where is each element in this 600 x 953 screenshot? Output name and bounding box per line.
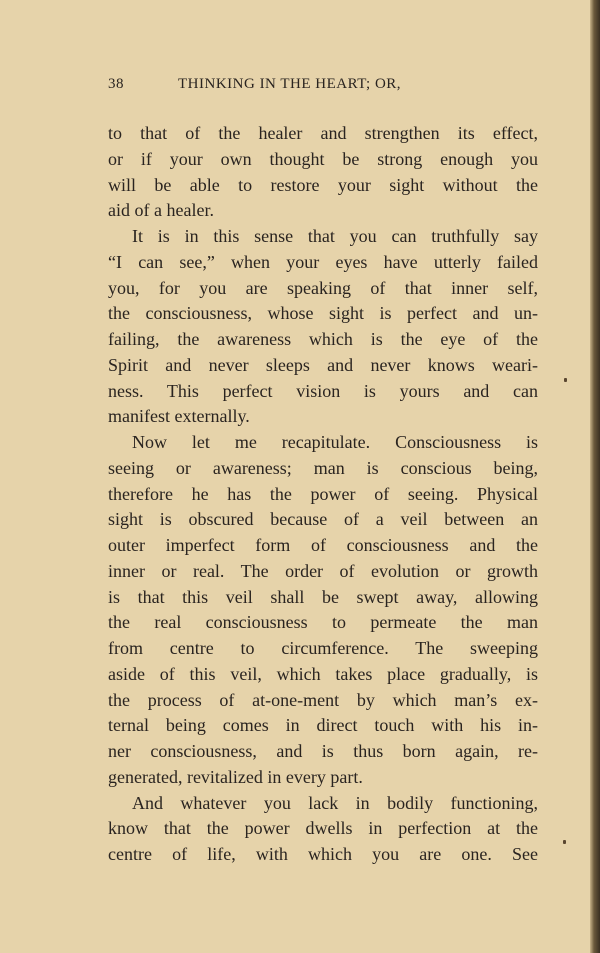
text-line xyxy=(108,585,538,611)
text-line-content: ness. This perfect vision is yours and can xyxy=(108,380,538,401)
text-line-content: you, for you are speaking of that inner self, xyxy=(108,277,538,298)
text-line xyxy=(108,791,538,817)
text-line-content: or if your own thought be strong enough you xyxy=(108,148,538,169)
text-line xyxy=(108,482,538,508)
text-line xyxy=(108,301,538,327)
text-line xyxy=(108,379,538,405)
text-line-content: Spirit and never sleeps and never knows weari- xyxy=(108,354,538,375)
text-line-content: the consciousness, whose sight is perfect and un- xyxy=(108,303,538,324)
text-line-content: Now let me recapitulate. Consciousness is xyxy=(132,432,538,452)
text-line-content: “I can see,” when your eyes have utterly failed xyxy=(108,251,538,272)
text-line-content: aid of a healer. xyxy=(108,200,214,221)
text-line-content: therefore he has the power of seeing. Physical xyxy=(108,483,538,504)
text-line-content: And whatever you lack in bodily functioning, xyxy=(132,792,538,813)
text-line xyxy=(108,353,538,379)
text-line-content: inner or real. The order of evolution or growth xyxy=(108,560,538,581)
text-line-content: failing, the awareness which is the eye of the xyxy=(108,329,538,349)
text-line xyxy=(108,662,538,688)
text-line xyxy=(108,121,538,147)
text-line xyxy=(108,173,538,199)
text-line xyxy=(108,327,538,353)
text-line xyxy=(108,224,538,250)
text-line xyxy=(108,507,538,533)
text-line-content: seeing or awareness; man is conscious being, xyxy=(108,457,538,478)
text-line xyxy=(108,688,538,714)
text-line xyxy=(108,250,538,276)
text-line-content: is that this veil shall be swept away, allowing xyxy=(108,586,538,607)
text-line xyxy=(108,456,538,482)
text-line-content: know that the power dwells in perfection at the xyxy=(108,818,538,839)
text-line xyxy=(108,713,538,739)
text-line xyxy=(108,610,538,636)
text-line-content: centre of life, with which you are one. See xyxy=(108,844,538,864)
text-line xyxy=(108,559,538,585)
text-line-content: to that of the healer and strengthen its effect, xyxy=(108,123,538,143)
ink-speck xyxy=(563,840,566,844)
text-line xyxy=(108,636,538,662)
text-line-content: outer imperfect form of consciousness and the xyxy=(108,535,538,555)
ink-speck xyxy=(564,378,567,382)
text-line-content: the process of at-one-ment by which man’s ex- xyxy=(108,689,538,710)
text-line-content: will be able to restore your sight without the xyxy=(108,174,538,195)
page-edge xyxy=(590,0,600,953)
running-header xyxy=(108,76,538,98)
text-line-content: ner consciousness, and is thus born again, re- xyxy=(108,741,538,761)
text-line-content: ternal being comes in direct touch with his in- xyxy=(108,715,538,736)
text-line xyxy=(108,739,538,765)
text-line-content: manifest externally. xyxy=(108,406,250,427)
page-number: 38 xyxy=(108,76,124,92)
running-title: THINKING IN THE HEART; OR, xyxy=(178,76,402,92)
text-line xyxy=(108,430,538,456)
text-line xyxy=(108,276,538,302)
text-line-content: from centre to circumference. The sweeping xyxy=(108,638,538,658)
text-line xyxy=(108,198,538,224)
text-line xyxy=(108,765,538,791)
body-text xyxy=(108,121,538,868)
text-line xyxy=(108,842,538,868)
text-line xyxy=(108,147,538,173)
text-line xyxy=(108,533,538,559)
text-line-content: the real consciousness to permeate the man xyxy=(108,612,538,633)
text-line xyxy=(108,816,538,842)
text-line-content: generated, revitalized in every part. xyxy=(108,766,363,787)
text-line-content: aside of this veil, which takes place gradually, is xyxy=(108,663,538,684)
text-line-content: It is in this sense that you can truthfully say xyxy=(132,226,538,246)
text-line-content: sight is obscured because of a veil between an xyxy=(108,509,538,530)
text-line xyxy=(108,404,538,430)
